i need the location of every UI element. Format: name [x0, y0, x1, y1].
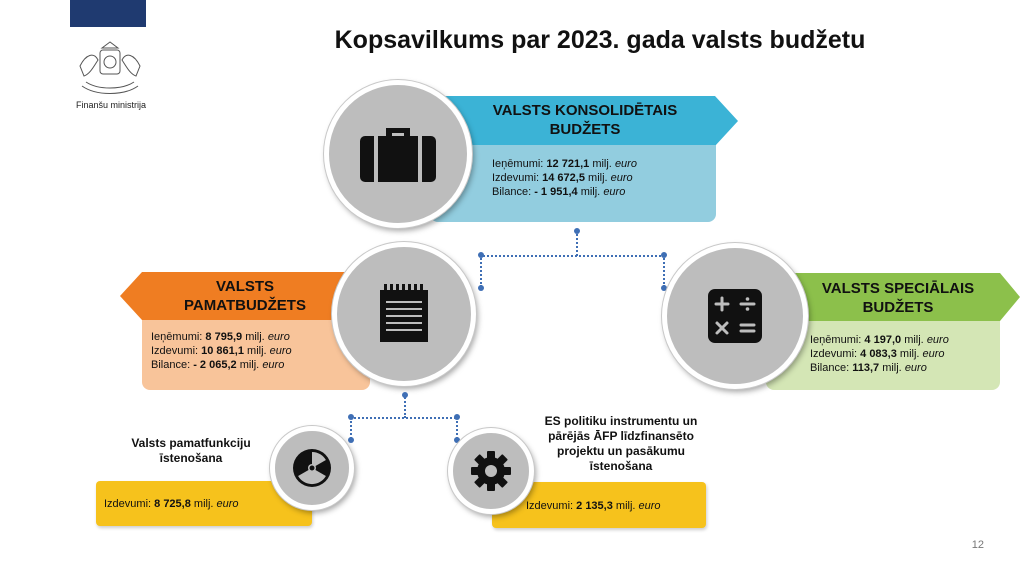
- ministry-name: Finanšu ministrija: [75, 100, 147, 110]
- connector-line: [350, 417, 456, 419]
- radiation-icon: [292, 448, 332, 488]
- consolidated-revenue: Ieņēmumi: 12 721,1 milj. euro: [492, 158, 637, 170]
- special-title: VALSTS SPECIĀLAIS BUDŽETS: [821, 280, 975, 316]
- connector-line: [663, 255, 665, 287]
- special-balance: Bilance: 113,7 milj. euro: [810, 362, 927, 374]
- connector-dot: [478, 252, 484, 258]
- core-functions-expense-box: Izdevumi: 8 725,8 milj. euro: [96, 481, 312, 526]
- core-functions-title: Valsts pamatfunkciju īstenošana: [131, 436, 251, 465]
- consolidated-expense: Izdevumi: 14 672,5 milj. euro: [492, 172, 633, 184]
- consolidated-balance: Bilance: - 1 951,4 milj. euro: [492, 186, 626, 198]
- connector-dot: [348, 414, 354, 420]
- basic-balance: Bilance: - 2 065,2 milj. euro: [151, 359, 285, 371]
- flag-bar: [70, 0, 146, 27]
- consolidated-title: VALSTS KONSOLIDĒTAIS BUDŽETS: [492, 102, 678, 138]
- connector-dot: [478, 285, 484, 291]
- page-number: 12: [971, 539, 984, 551]
- core-functions-circle: [270, 426, 354, 510]
- eu-funds-circle: [448, 428, 534, 514]
- connector-dot: [348, 437, 354, 443]
- connector-line: [456, 417, 458, 439]
- connector-line: [350, 417, 352, 439]
- connector-line: [480, 255, 664, 257]
- special-revenue: Ieņēmumi: 4 197,0 milj. euro: [810, 334, 949, 346]
- special-circle: [662, 243, 808, 389]
- connector-dot: [454, 414, 460, 420]
- eu-funds-title: ES politiku instrumentu un pārējās ĀFP līdzfinansēto projektu un pasākumu īstenošana: [544, 414, 698, 473]
- basic-circle: [332, 242, 476, 386]
- consolidated-circle: [324, 80, 472, 228]
- connector-line: [480, 255, 482, 287]
- connector-dot: [402, 392, 408, 398]
- connector-dot: [661, 252, 667, 258]
- notepad-icon: [378, 284, 430, 344]
- briefcase-icon: [358, 124, 438, 184]
- basic-revenue: Ieņēmumi: 8 795,9 milj. euro: [151, 331, 290, 343]
- special-expense: Izdevumi: 4 083,3 milj. euro: [810, 348, 945, 360]
- consolidated-data-box: [430, 145, 716, 222]
- gear-icon: [471, 451, 511, 491]
- coat-of-arms-logo: [72, 36, 148, 98]
- connector-dot: [574, 228, 580, 234]
- basic-title: VALSTS PAMATBUDŽETS: [184, 278, 306, 314]
- eu-funds-expense-box: Izdevumi: 2 135,3 milj. euro: [492, 482, 706, 528]
- calculator-icon: [708, 289, 762, 343]
- basic-expense: Izdevumi: 10 861,1 milj. euro: [151, 345, 292, 357]
- page-title: Kopsavilkums par 2023. gada valsts budžetu: [334, 26, 866, 54]
